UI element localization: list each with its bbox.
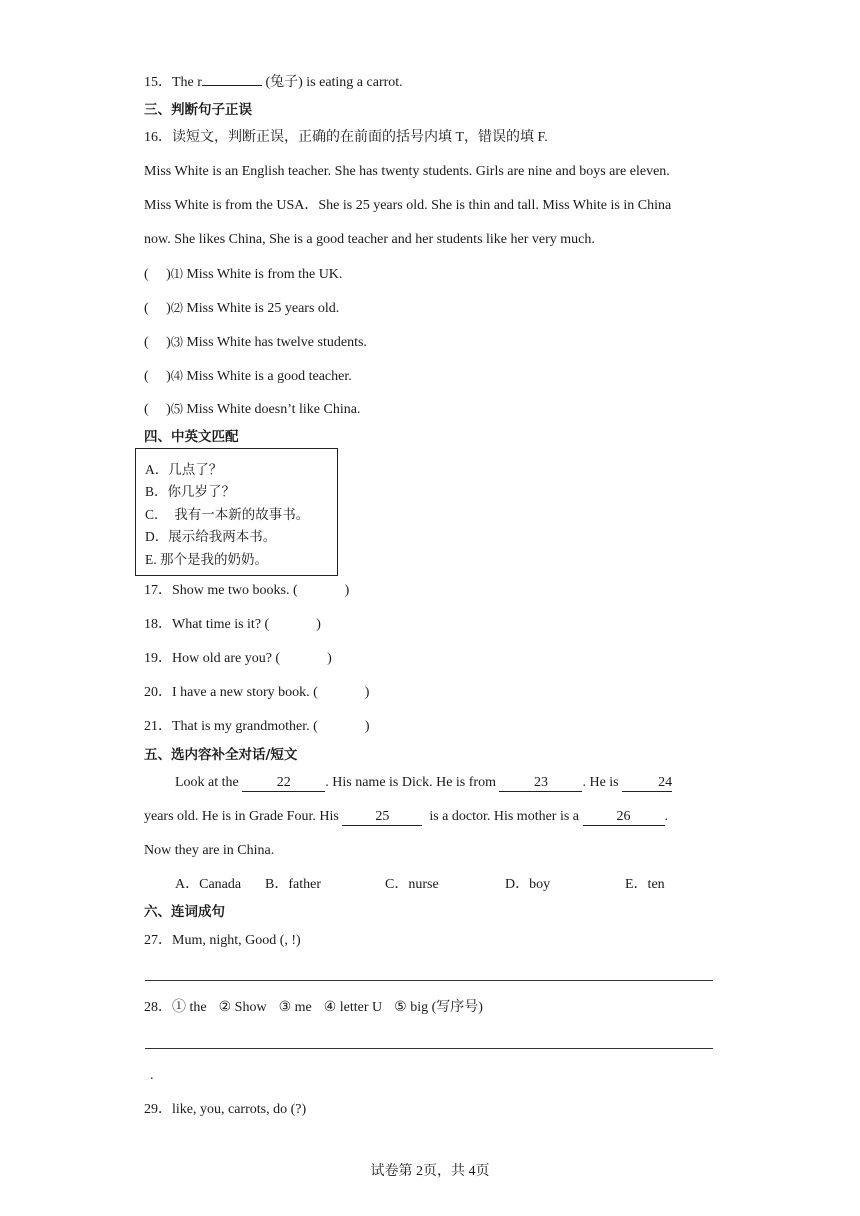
question-text: The r bbox=[172, 75, 202, 90]
answer-line-28[interactable] bbox=[145, 1048, 713, 1049]
question-number: 21． bbox=[144, 719, 172, 734]
choice-c: C．nurse bbox=[385, 877, 439, 892]
cloze-text: Look at the bbox=[175, 775, 243, 790]
tf-item-3 bbox=[144, 332, 367, 353]
word-part: ② Show bbox=[218, 1000, 267, 1015]
cloze-blank-26[interactable]: 26 bbox=[583, 809, 665, 826]
answer-paren[interactable]: ( ) bbox=[144, 301, 171, 316]
question-number: 19． bbox=[144, 651, 172, 666]
cloze-text: . bbox=[664, 809, 669, 824]
question-15 bbox=[144, 73, 403, 93]
question-17 bbox=[144, 581, 349, 601]
choice-e: E．ten bbox=[625, 877, 665, 892]
item-text: Miss White is 25 years old. bbox=[182, 301, 340, 316]
cloze-blank-24[interactable]: 24 bbox=[622, 775, 672, 792]
question-text: Show me two books. ( bbox=[172, 583, 298, 598]
close-paren: ) bbox=[344, 583, 350, 598]
choice-d: D．boy bbox=[505, 877, 551, 892]
tf-item-4 bbox=[144, 366, 352, 387]
cloze-blank-23[interactable]: 23 bbox=[499, 775, 582, 792]
section-title-5: 五、选内容补全对话/短文 bbox=[144, 747, 298, 763]
answer-line-27[interactable] bbox=[145, 980, 713, 981]
word-part: ⑤ big (写序号) bbox=[394, 1000, 483, 1015]
question-16-instruction: 16．读短文，判断正误，正确的在前面的括号内填 T，错误的填 F. bbox=[144, 130, 548, 145]
item-text: Miss White is a good teacher. bbox=[182, 369, 352, 384]
cloze-text: years old. He is in Grade Four. His bbox=[144, 809, 343, 824]
cloze-text: . He is bbox=[582, 775, 623, 790]
cloze-line-3: Now they are in China. bbox=[144, 843, 275, 858]
option-a: A．几点了？ bbox=[145, 462, 223, 477]
word-part: ③ me bbox=[278, 1000, 312, 1015]
page-footer: 试卷第 2页，共 4页 bbox=[370, 1164, 490, 1179]
word-part: ④ letter U bbox=[323, 1000, 383, 1015]
item-mark: ⑸ bbox=[170, 402, 183, 416]
question-number: 20． bbox=[144, 685, 172, 700]
question-number: 17． bbox=[144, 583, 172, 598]
close-paren: ) bbox=[316, 617, 321, 632]
item-text: Miss White is from the UK. bbox=[182, 267, 343, 282]
item-mark: ⑷ bbox=[170, 369, 183, 383]
question-text: (兔子) is eating a carrot. bbox=[261, 75, 403, 90]
passage-line-1: Miss White is an English teacher. She has twenty students. Girls are nine and boys are eleven. bbox=[144, 164, 670, 179]
cloze-text: . His name is Dick. He is from bbox=[325, 775, 500, 790]
question-text: I have a new story book. ( bbox=[172, 685, 318, 700]
option-b: B．你几岁了？ bbox=[145, 484, 236, 499]
choice-b: B．father bbox=[265, 877, 321, 892]
tf-item-1 bbox=[144, 264, 342, 285]
cloze-text: is a doctor. His mother is a bbox=[425, 809, 583, 824]
close-paren: ) bbox=[364, 719, 370, 734]
question-18 bbox=[144, 615, 321, 635]
question-number: 18． bbox=[144, 617, 172, 632]
item-text: Miss White doesn’t like China. bbox=[182, 402, 361, 417]
passage-line-2: Miss White is from the USA．She is 25 years old. She is thin and tall. Miss White is in China bbox=[144, 198, 672, 213]
answer-paren[interactable]: ( ) bbox=[144, 369, 171, 384]
answer-blank[interactable] bbox=[202, 85, 262, 86]
item-mark: ⑶ bbox=[170, 335, 183, 349]
section-title-3: 三、判断句子正误 bbox=[144, 102, 252, 118]
cloze-line-1 bbox=[175, 773, 672, 793]
close-paren: ) bbox=[364, 685, 370, 700]
question-19 bbox=[144, 649, 332, 669]
close-paren: ) bbox=[327, 651, 332, 666]
option-e: E. 那个是我的奶奶。 bbox=[145, 552, 268, 567]
question-number: 15． bbox=[144, 75, 172, 90]
option-c: C． 我有一本新的故事书。 bbox=[145, 507, 310, 522]
cloze-line-2 bbox=[144, 807, 668, 827]
question-28 bbox=[144, 998, 483, 1018]
option-d: D．展示给我两本书。 bbox=[145, 529, 277, 544]
question-20 bbox=[144, 683, 369, 703]
answer-paren[interactable]: ( ) bbox=[144, 267, 171, 282]
tf-item-5 bbox=[144, 399, 360, 420]
item-mark: ⑴ bbox=[170, 267, 183, 281]
question-text: That is my grandmother. ( bbox=[172, 719, 318, 734]
passage-line-3: now. She likes China, She is a good teacher and her students like her very much. bbox=[144, 232, 595, 247]
word-part: ① the bbox=[172, 1000, 207, 1015]
question-text: What time is it? ( bbox=[172, 617, 270, 632]
answer-paren[interactable]: ( ) bbox=[144, 335, 171, 350]
period-mark: . bbox=[150, 1068, 154, 1083]
question-21 bbox=[144, 717, 369, 737]
section-title-6: 六、连词成句 bbox=[144, 904, 225, 920]
question-text: How old are you? ( bbox=[172, 651, 281, 666]
options-box bbox=[135, 448, 338, 576]
cloze-blank-25[interactable]: 25 bbox=[342, 809, 422, 826]
question-27: 27．Mum, night, Good (, !) bbox=[144, 933, 301, 948]
tf-item-2 bbox=[144, 298, 339, 319]
question-number: 28． bbox=[144, 1000, 172, 1015]
question-29: 29．like, you, carrots, do (?) bbox=[144, 1102, 307, 1117]
cloze-blank-22[interactable]: 22 bbox=[242, 775, 325, 792]
section-title-4: 四、中英文匹配 bbox=[144, 429, 239, 445]
choice-a: A．Canada bbox=[175, 877, 242, 892]
item-text: Miss White has twelve students. bbox=[182, 335, 367, 350]
answer-paren[interactable]: ( ) bbox=[144, 402, 171, 417]
item-mark: ⑵ bbox=[170, 301, 183, 315]
